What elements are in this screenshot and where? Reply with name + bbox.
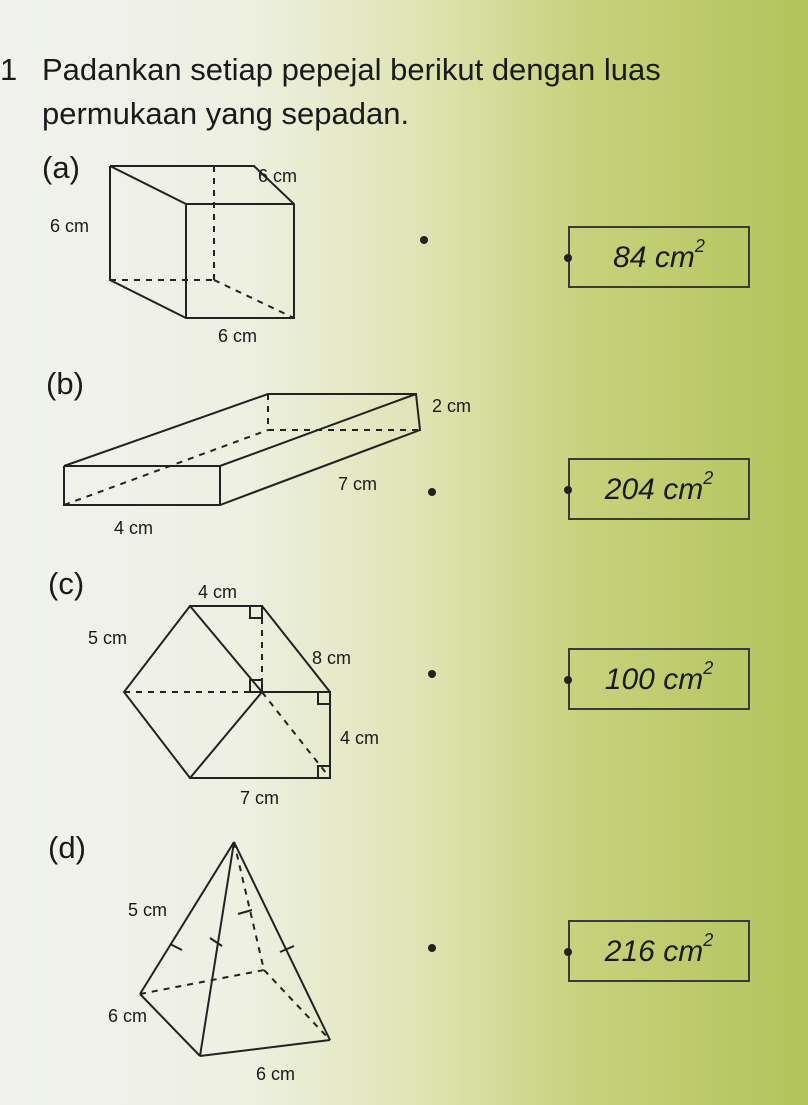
part-label-d: (d)	[48, 830, 86, 865]
part-label-b: (b)	[46, 366, 84, 401]
pyramid-dim-side: 6 cm	[108, 1006, 148, 1026]
prism-dim-slant: 5 cm	[88, 628, 128, 648]
cuboid-dim-length: 7 cm	[338, 474, 378, 494]
cube-dim-left: 6 cm	[50, 216, 90, 236]
answer-text-4: 216 $cm^2$	[604, 929, 714, 968]
answer-match-dot-4[interactable]	[564, 948, 572, 956]
answer-text-2: 204 $cm^2$	[604, 467, 714, 506]
figure-match-dot-c[interactable]	[428, 670, 436, 678]
question-number: 1	[0, 52, 18, 87]
answer-match-dot-1[interactable]	[564, 254, 572, 262]
prism-dim-base: 7 cm	[240, 788, 280, 808]
answer-text-1: 84 $cm^2$	[613, 235, 705, 274]
answer-box-2	[568, 458, 750, 520]
prism-figure	[124, 606, 330, 778]
figure-match-dot-a[interactable]	[420, 236, 428, 244]
pyramid-figure	[140, 842, 330, 1056]
cuboid-dim-width: 4 cm	[114, 518, 154, 538]
cuboid-dim-height: 2 cm	[432, 396, 472, 416]
part-label-c: (c)	[48, 566, 85, 601]
answer-match-dot-3[interactable]	[564, 676, 572, 684]
answer-box-4	[568, 920, 750, 982]
prism-dim-top: 4 cm	[198, 582, 238, 602]
figure-match-dot-b[interactable]	[428, 488, 436, 496]
question-text: Padankan setiap pepejal berikut dengan luas permukaan yang sepadan.	[42, 52, 661, 131]
prism-dim-height: 4 cm	[340, 728, 380, 748]
pyramid-dim-slant: 5 cm	[128, 900, 168, 920]
pyramid-dim-base: 6 cm	[256, 1064, 296, 1084]
part-label-a: (a)	[42, 150, 80, 185]
answer-box-1	[568, 226, 750, 288]
figure-match-dot-d[interactable]	[428, 944, 436, 952]
cube-dim-bottom: 6 cm	[218, 326, 258, 346]
answer-text-3: 100 $cm^2$	[604, 657, 714, 696]
answer-match-dot-2[interactable]	[564, 486, 572, 494]
prism-dim-length: 8 cm	[312, 648, 352, 668]
cube-figure	[110, 166, 294, 318]
answer-box-3	[568, 648, 750, 710]
cube-dim-top: 6 cm	[258, 166, 298, 186]
